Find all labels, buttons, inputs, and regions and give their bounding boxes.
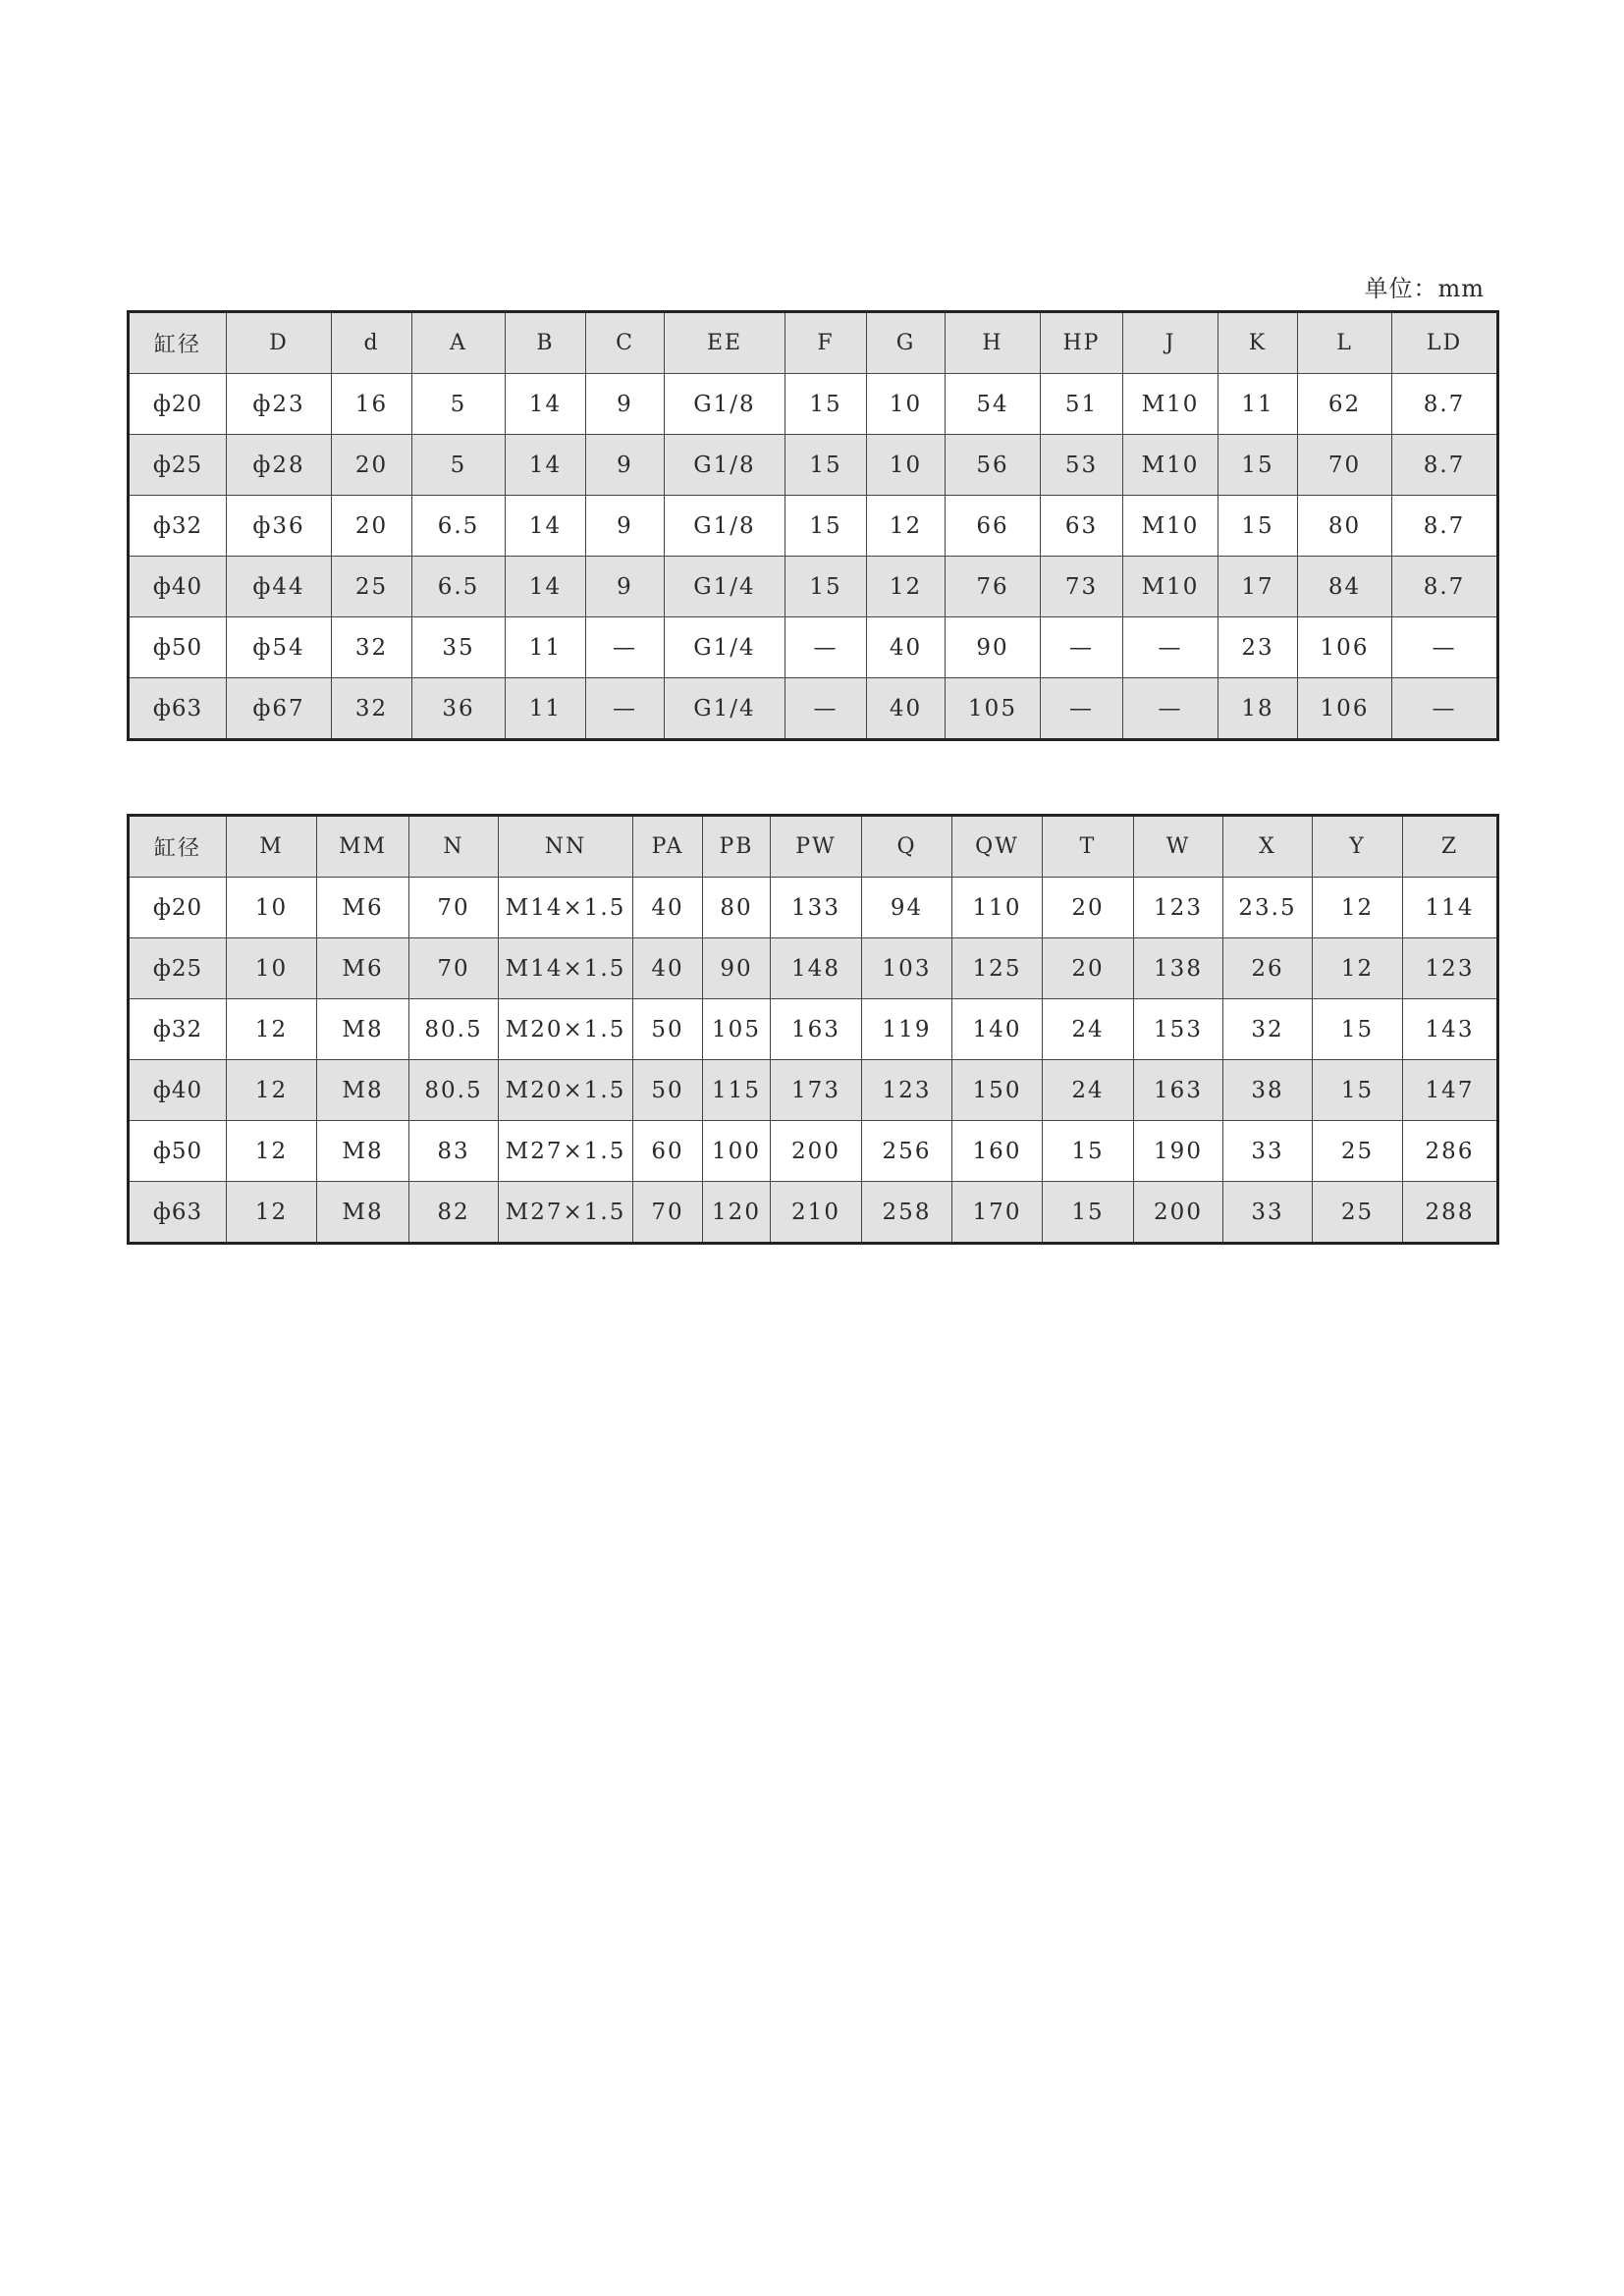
table-cell: 10 [867,435,946,496]
table-row [129,1121,1498,1182]
table-cell: 114 [1403,878,1498,938]
table-cell: ф54 [227,617,332,678]
column-header: W [1134,816,1223,878]
table-cell: 12 [1313,938,1403,999]
table-cell: 38 [1223,1060,1313,1121]
table-cell: 32 [1223,999,1313,1060]
column-header: X [1223,816,1313,878]
table-cell: M14×1.5 [499,938,633,999]
table-cell: 80.5 [409,1060,499,1121]
table-cell: — [1123,678,1218,740]
table-cell: 35 [412,617,506,678]
table-row [129,617,1498,678]
column-header: B [506,312,586,374]
table-cell: 8.7 [1392,374,1498,435]
table-cell: 190 [1134,1121,1223,1182]
table-cell: 15 [1313,999,1403,1060]
table-cell: 6.5 [412,557,506,617]
table-cell: 10 [867,374,946,435]
row-header-bore: ф63 [129,678,227,740]
table-cell: 80.5 [409,999,499,1060]
table-cell: 12 [227,1182,317,1244]
table-cell: 256 [862,1121,952,1182]
table-cell: 100 [703,1121,771,1182]
column-header: G [867,312,946,374]
table-cell: 23.5 [1223,878,1313,938]
table-cell: 16 [332,374,412,435]
table-cell: 105 [946,678,1041,740]
table-cell: 80 [703,878,771,938]
table-cell: ф67 [227,678,332,740]
table-cell: 147 [1403,1060,1498,1121]
table-cell: 9 [586,496,665,557]
table-cell: 18 [1218,678,1298,740]
table-cell: G1/4 [665,678,785,740]
table-cell: 150 [952,1060,1043,1121]
table-cell: 14 [506,374,586,435]
table-cell: 105 [703,999,771,1060]
table-cell: 173 [771,1060,862,1121]
table-cell: 140 [952,999,1043,1060]
row-header-bore: ф25 [129,938,227,999]
table-cell: G1/4 [665,617,785,678]
table-cell: 163 [771,999,862,1060]
table-cell: 125 [952,938,1043,999]
table-cell: 82 [409,1182,499,1244]
table-cell: M6 [317,938,409,999]
table-row [129,374,1498,435]
table-cell: 11 [506,678,586,740]
table-cell: 8.7 [1392,435,1498,496]
row-header-bore: ф25 [129,435,227,496]
table-cell: 120 [703,1182,771,1244]
column-header: PA [633,816,703,878]
table-cell: — [586,617,665,678]
table-cell: 15 [1218,496,1298,557]
row-header-bore: ф32 [129,999,227,1060]
table-cell: 12 [227,1060,317,1121]
table-cell: 123 [1403,938,1498,999]
table-cell: 6.5 [412,496,506,557]
table-cell: 53 [1041,435,1123,496]
dimension-table-2 [127,814,1499,1245]
table-cell: 24 [1043,1060,1134,1121]
table-cell: 10 [227,878,317,938]
table-cell: 62 [1298,374,1392,435]
table-cell: 94 [862,878,952,938]
table-cell: 286 [1403,1121,1498,1182]
table-cell: 73 [1041,557,1123,617]
table-cell: 163 [1134,1060,1223,1121]
table-cell: M8 [317,1060,409,1121]
table-cell: 80 [1298,496,1392,557]
table-cell: ф36 [227,496,332,557]
table-cell: 84 [1298,557,1392,617]
table-cell: 90 [946,617,1041,678]
table-cell: 14 [506,557,586,617]
table-cell: 133 [771,878,862,938]
table-cell: M20×1.5 [499,1060,633,1121]
table-cell: 15 [785,557,867,617]
table-cell: 110 [952,878,1043,938]
table-cell: G1/8 [665,435,785,496]
table-cell: 25 [332,557,412,617]
table-cell: 51 [1041,374,1123,435]
table-cell: 106 [1298,678,1392,740]
column-header: Z [1403,816,1498,878]
table-cell: 40 [633,878,703,938]
table-cell: 25 [1313,1182,1403,1244]
table-row [129,878,1498,938]
table-cell: M14×1.5 [499,878,633,938]
table-cell: 15 [1313,1060,1403,1121]
table-cell: 15 [1043,1182,1134,1244]
table-cell: 60 [633,1121,703,1182]
column-header: Y [1313,816,1403,878]
table-cell: 20 [1043,878,1134,938]
column-header: A [412,312,506,374]
table-cell: G1/4 [665,557,785,617]
table-cell: M27×1.5 [499,1121,633,1182]
unit-label: 单位：mm [1364,275,1485,302]
table-cell: 200 [1134,1182,1223,1244]
column-header: J [1123,312,1218,374]
table-row [129,557,1498,617]
table-cell: 103 [862,938,952,999]
table-cell: 5 [412,435,506,496]
table-cell: 5 [412,374,506,435]
table-cell: 33 [1223,1182,1313,1244]
column-header: LD [1392,312,1498,374]
table-cell: 9 [586,557,665,617]
table-cell: M27×1.5 [499,1182,633,1244]
table-cell: 170 [952,1182,1043,1244]
table-cell: G1/8 [665,496,785,557]
table-cell: G1/8 [665,374,785,435]
row-header-bore: ф50 [129,617,227,678]
table-cell: 83 [409,1121,499,1182]
table-cell: ф28 [227,435,332,496]
table-cell: 123 [1134,878,1223,938]
column-header: L [1298,312,1392,374]
table-cell: 20 [332,435,412,496]
table-row [129,435,1498,496]
table-1-body [129,312,1498,740]
table-cell: 32 [332,678,412,740]
table-cell: M10 [1123,496,1218,557]
table-cell: 10 [227,938,317,999]
table-cell: — [1041,678,1123,740]
table-row [129,1060,1498,1121]
table-cell: 200 [771,1121,862,1182]
column-header: H [946,312,1041,374]
table-cell: 15 [785,374,867,435]
table-cell: 9 [586,374,665,435]
row-header-bore: ф40 [129,1060,227,1121]
table-cell: — [1392,617,1498,678]
column-header: d [332,312,412,374]
table-cell: ф23 [227,374,332,435]
table-cell: 24 [1043,999,1134,1060]
column-header: F [785,312,867,374]
table-cell: — [1041,617,1123,678]
table-cell: 17 [1218,557,1298,617]
table-cell: 210 [771,1182,862,1244]
table-cell: ф44 [227,557,332,617]
table-cell: — [785,678,867,740]
column-header-bore: 缸径 [129,312,227,374]
table-cell: 106 [1298,617,1392,678]
table-cell: 14 [506,435,586,496]
column-header: D [227,312,332,374]
table-cell: 40 [867,617,946,678]
table-cell: 11 [1218,374,1298,435]
table-cell: 15 [785,435,867,496]
table-cell: 40 [867,678,946,740]
column-header: QW [952,816,1043,878]
column-header-bore: 缸径 [129,816,227,878]
table-cell: M8 [317,1121,409,1182]
table-cell: M6 [317,878,409,938]
table-cell: 8.7 [1392,557,1498,617]
table-row [129,678,1498,740]
table-row [129,496,1498,557]
table-cell: 288 [1403,1182,1498,1244]
table-cell: 36 [412,678,506,740]
table-cell: 143 [1403,999,1498,1060]
column-header: HP [1041,312,1123,374]
table-cell: 70 [633,1182,703,1244]
row-header-bore: ф40 [129,557,227,617]
table-cell: M8 [317,999,409,1060]
row-header-bore: ф50 [129,1121,227,1182]
table-cell: 90 [703,938,771,999]
table-cell: 70 [1298,435,1392,496]
table-cell: 119 [862,999,952,1060]
table-cell: 40 [633,938,703,999]
row-header-bore: ф20 [129,374,227,435]
table-row [129,999,1498,1060]
table-cell: 138 [1134,938,1223,999]
table-cell: M20×1.5 [499,999,633,1060]
row-header-bore: ф32 [129,496,227,557]
table-cell: 54 [946,374,1041,435]
table-cell: — [586,678,665,740]
table-cell: 15 [1218,435,1298,496]
column-header: Q [862,816,952,878]
column-header: EE [665,312,785,374]
table-cell: 12 [1313,878,1403,938]
table-cell: 12 [867,557,946,617]
table-cell: 8.7 [1392,496,1498,557]
table-cell: 25 [1313,1121,1403,1182]
dimension-table-1 [127,310,1499,741]
table-cell: 50 [633,1060,703,1121]
column-header: PB [703,816,771,878]
column-header: T [1043,816,1134,878]
column-header: N [409,816,499,878]
table-cell: — [1123,617,1218,678]
table-cell: 258 [862,1182,952,1244]
table-cell: M10 [1123,557,1218,617]
header-row [129,816,1498,878]
table-row [129,938,1498,999]
table-cell: 9 [586,435,665,496]
table-cell: M10 [1123,374,1218,435]
table-cell: 66 [946,496,1041,557]
table-cell: M8 [317,1182,409,1244]
table-cell: 153 [1134,999,1223,1060]
table-cell: 76 [946,557,1041,617]
header-row [129,312,1498,374]
table-cell: 115 [703,1060,771,1121]
table-cell: 23 [1218,617,1298,678]
table-cell: 20 [1043,938,1134,999]
table-cell: 148 [771,938,862,999]
column-header: PW [771,816,862,878]
column-header: MM [317,816,409,878]
table-cell: 12 [867,496,946,557]
table-cell: 160 [952,1121,1043,1182]
table-cell: 15 [1043,1121,1134,1182]
table-2-body [129,816,1498,1244]
table-cell: 26 [1223,938,1313,999]
table-cell: 123 [862,1060,952,1121]
table-cell: 15 [785,496,867,557]
table-cell: 32 [332,617,412,678]
table-row [129,1182,1498,1244]
table-cell: 12 [227,1121,317,1182]
table-cell: 12 [227,999,317,1060]
table-cell: 33 [1223,1121,1313,1182]
row-header-bore: ф63 [129,1182,227,1244]
column-header: NN [499,816,633,878]
table-cell: 56 [946,435,1041,496]
table-cell: — [1392,678,1498,740]
table-cell: 70 [409,938,499,999]
table-cell: 50 [633,999,703,1060]
table-cell: — [785,617,867,678]
column-header: K [1218,312,1298,374]
table-cell: 70 [409,878,499,938]
table-cell: 11 [506,617,586,678]
table-cell: 14 [506,496,586,557]
column-header: M [227,816,317,878]
table-cell: M10 [1123,435,1218,496]
table-cell: 20 [332,496,412,557]
row-header-bore: ф20 [129,878,227,938]
table-cell: 63 [1041,496,1123,557]
column-header: C [586,312,665,374]
